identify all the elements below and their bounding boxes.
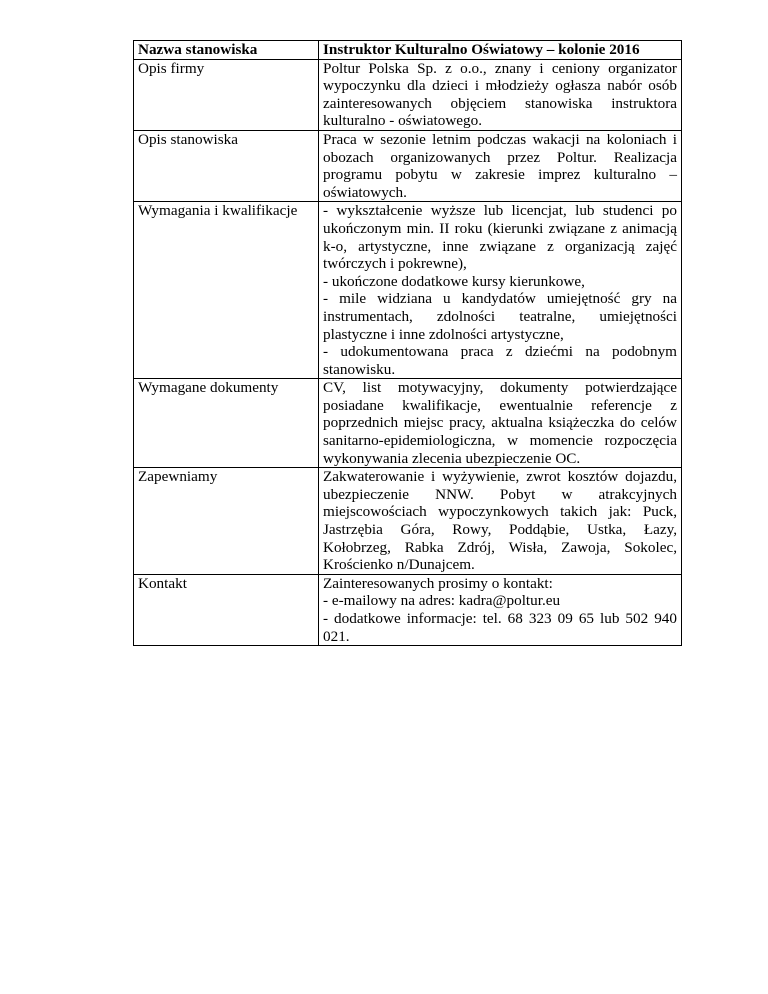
- requirement-item: - wykształcenie wyższe lub licencjat, lub studenci po ukończonym min. II roku (kierunki związane z animacją k-o, artystyczne, inne związane z organizacją zajęć twórczych i pokrewne),: [323, 202, 677, 273]
- table-row-required-documents: [134, 379, 682, 468]
- requirement-item: - udokumentowana praca z dziećmi na podobnym stanowisku.: [323, 343, 677, 378]
- row-value: [319, 468, 682, 575]
- row-value: [319, 41, 682, 60]
- position-description-text: Praca w sezonie letnim podczas wakacji na koloniach i obozach organizowanych przez Poltur. Realizacja programu pobytu w zakresie imprez kulturalno – oświatowych.: [323, 130, 677, 201]
- required-documents-text: CV, list motywacyjny, dokumenty potwierdzające posiadane kwalifikacje, ewentualnie referencje z poprzednich miejsc pracy, aktualna książeczka do celów sanitarno-epidemiologiczna, w momencie rozpoczęcia wykonywania zlecenia ubezpieczenie OC.: [323, 379, 677, 467]
- row-value: [319, 202, 682, 379]
- table-row-requirements: [134, 202, 682, 379]
- row-label: Wymagania i kwalifikacje: [134, 202, 319, 379]
- requirement-item: - mile widziana u kandydatów umiejętność gry na instrumentach, zdolności teatralne, umiejętności plastyczne i inne zdolności artystyczne,: [323, 290, 677, 343]
- row-label: Opis stanowiska: [134, 130, 319, 201]
- row-value: [319, 379, 682, 468]
- contact-phone-text: - dodatkowe informacje: tel. 68 323 09 65 lub 502 940 021.: [323, 610, 677, 645]
- row-label: Nazwa stanowiska: [134, 41, 319, 60]
- we-provide-text: Zakwaterowanie i wyżywienie, zwrot kosztów dojazdu, ubezpieczenie NNW. Pobyt w atrakcyjnych miejscowościach wypoczynkowych takich jak: Puck, Jastrzębia Góra, Rowy, Poddąbie, Ustka, Łazy, Kołobrzeg, Rabka Zdrój, Wisła, Zawoja, Sokolec, Krościenko n/Dunajcem.: [323, 468, 677, 574]
- contact-intro-text: Zainteresowanych prosimy o kontakt:: [323, 574, 553, 592]
- row-label: Opis firmy: [134, 59, 319, 130]
- row-label: Wymagane dokumenty: [134, 379, 319, 468]
- company-description-text: Poltur Polska Sp. z o.o., znany i ceniony organizator wypoczynku dla dzieci i młodzieży ogłasza nabór osób zainteresowanych objęciem stanowiska instruktora kulturalno - oświatowego.: [323, 59, 677, 130]
- contact-email-text: - e-mailowy na adres: kadra@poltur.eu: [323, 592, 561, 610]
- row-label: Zapewniamy: [134, 468, 319, 575]
- row-value: [319, 130, 682, 201]
- table-row-company-description: [134, 59, 682, 130]
- table-row-position-description: [134, 130, 682, 201]
- table-row-contact: [134, 574, 682, 645]
- row-value: [319, 574, 682, 645]
- job-title-text: Instruktor Kulturalno Oświatowy – kolonie 2016: [323, 41, 640, 58]
- job-offer-table: [133, 40, 682, 646]
- row-value: [319, 59, 682, 130]
- requirement-item: - ukończone dodatkowe kursy kierunkowe,: [323, 272, 585, 290]
- table-row-job-title: [134, 41, 682, 60]
- table-row-we-provide: [134, 468, 682, 575]
- row-label: Kontakt: [134, 574, 319, 645]
